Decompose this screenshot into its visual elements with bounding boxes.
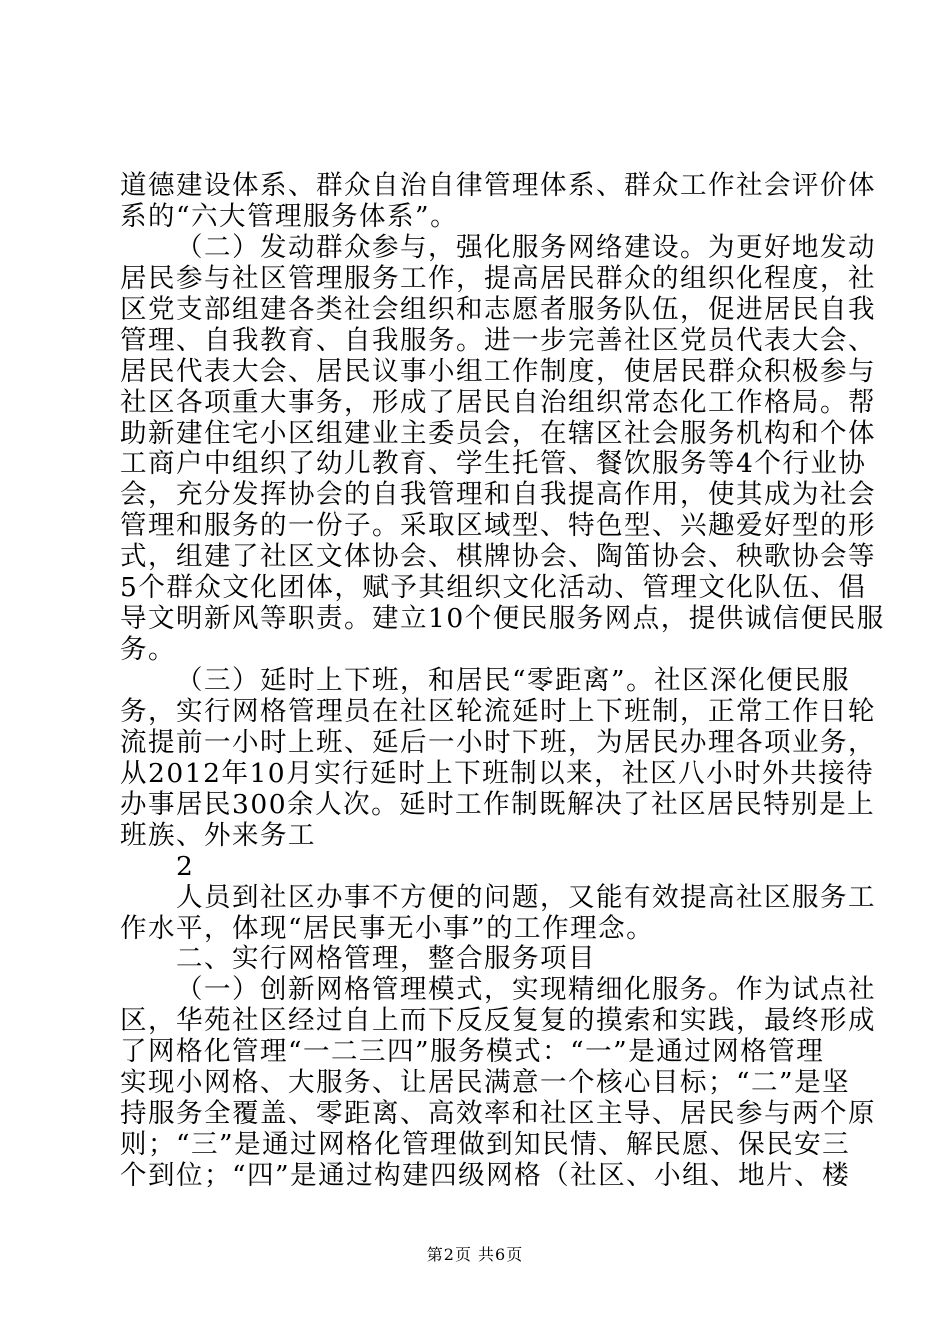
page-number-marker: 2 <box>176 851 195 882</box>
section-heading: 二、实行网格管理，整合服务项目 <box>176 943 596 974</box>
text-line: 个到位；“四”是通过构建四级网格（社区、小组、地片、楼 <box>120 1160 851 1191</box>
text-line: 助新建住宅小区组建业主委员会，在辖区社会服务机构和个体 <box>120 418 876 449</box>
text-line: 区党支部组建各类社会组织和志愿者服务队伍，促进居民自我 <box>120 294 876 325</box>
paragraph-heading-line: （三）延时上下班，和居民“零距离”。社区深化便民服 <box>176 665 851 696</box>
text-line: 社区各项重大事务，形成了居民自治组织常态化工作格局。帮 <box>120 387 876 418</box>
paragraph-start-line: 人员到社区办事不方便的问题，又能有效提高社区服务工 <box>176 882 876 913</box>
text-line: 管理和服务的一份子。采取区域型、特色型、兴趣爱好型的形 <box>120 510 876 541</box>
text-line: 居民代表大会、居民议事小组工作制度，使居民群众积极参与 <box>120 356 876 387</box>
page-footer: 第2页 共6页 <box>426 1245 524 1264</box>
text-line: 了网格化管理“一二三四”服务模式：“一”是通过网格管理 <box>120 1036 825 1067</box>
text-line: 实现小网格、大服务、让居民满意一个核心目标；“二”是坚 <box>120 1067 851 1098</box>
text-line: 会，充分发挥协会的自我管理和自我提高作用，使其成为社会 <box>120 479 876 510</box>
text-line: 班族、外来务工 <box>120 820 316 851</box>
text-line: 居民参与社区管理服务工作，提高居民群众的组织化程度，社 <box>120 263 876 294</box>
text-line: 系的“六大管理服务体系”。 <box>120 201 459 232</box>
text-line: 作水平，体现“居民事无小事”的工作理念。 <box>120 913 655 944</box>
text-line: 式，组建了社区文体协会、棋牌协会、陶笛协会、秧歌协会等 <box>120 541 876 572</box>
paragraph-heading-line: （二）发动群众参与，强化服务网络建设。为更好地发动 <box>176 232 876 263</box>
text-line: 区，华苑社区经过自上而下反反复复的摸索和实践，最终形成 <box>120 1005 876 1036</box>
paragraph-heading-line: （一）创新网格管理模式，实现精细化服务。作为试点社 <box>176 974 876 1005</box>
text-line: 务，实行网格管理员在社区轮流延时上下班制，正常工作日轮 <box>120 696 876 727</box>
text-line: 从2012年10月实行延时上下班制以来，社区八小时外共接待 <box>120 758 875 789</box>
text-line: 工商户中组织了幼儿教育、学生托管、餐饮服务等4个行业协 <box>120 448 867 479</box>
text-line: 导文明新风等职责。建立10个便民服务网点，提供诚信便民服 <box>120 603 885 634</box>
text-line: 流提前一小时上班、延后一小时下班，为居民办理各项业务， <box>120 727 876 758</box>
text-line: 5个群众文化团体，赋予其组织文化活动、管理文化队伍、倡 <box>120 572 867 603</box>
text-line: 道德建设体系、群众自治自律管理体系、群众工作社会评价体 <box>120 170 876 201</box>
text-line: 办事居民300余人次。延时工作制既解决了社区居民特别是上 <box>120 789 876 820</box>
text-line: 管理、自我教育、自我服务。进一步完善社区党员代表大会、 <box>120 325 876 356</box>
text-line: 持服务全覆盖、零距离、高效率和社区主导、居民参与两个原 <box>120 1098 876 1129</box>
text-line: 则；“三”是通过网格化管理做到知民情、解民愿、保民安三 <box>120 1129 851 1160</box>
text-line: 务。 <box>120 634 176 665</box>
